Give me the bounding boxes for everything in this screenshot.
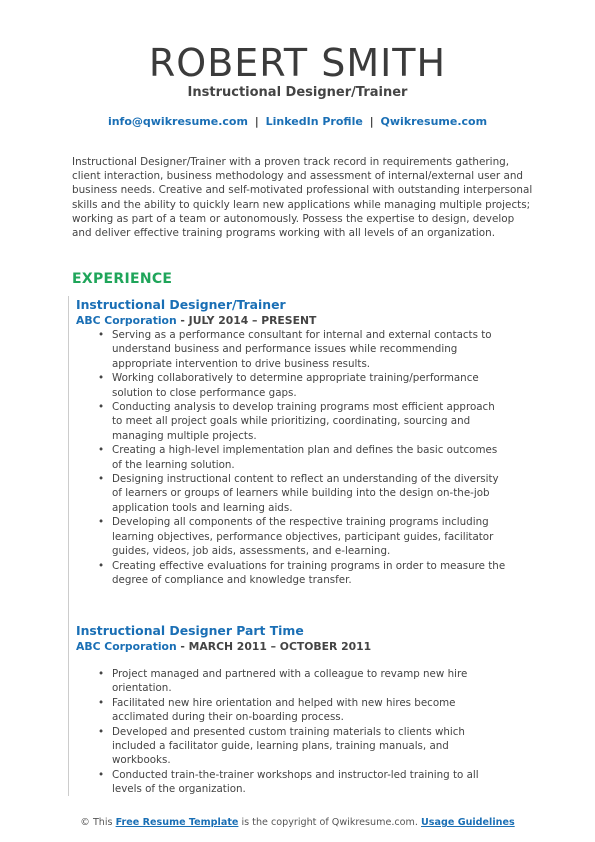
footer-copyright (0, 817, 595, 828)
timeline-divider (68, 296, 69, 796)
bullet-item: • Conducted train-the-trainer workshops and instructor-led training to all levels of the organization. (112, 768, 506, 797)
bullet-item: • Developing all components of the respective training programs including learning objectives, performance objectives, participant guides, facilitator guides, videos, job aids, assessments, and e-learning. (112, 515, 506, 558)
experience-heading: EXPERIENCE (72, 271, 173, 287)
job-dates: - JULY 2014 – PRESENT (176, 314, 317, 327)
bullet-item: • Serving as a performance consultant for internal and external contacts to understand business and performance issues while recommending appropriate intervention to drive business results. (112, 328, 506, 371)
job-company-line (76, 639, 506, 654)
job-entry (76, 623, 506, 797)
contact-line (0, 115, 595, 128)
usage-guidelines-link[interactable]: Usage Guidelines (421, 817, 515, 828)
candidate-title: Instructional Designer/Trainer (187, 85, 408, 100)
company-name: ABC Corporation (76, 640, 177, 653)
job-entry (76, 297, 506, 587)
job-dates: - MARCH 2011 – OCTOBER 2011 (176, 640, 372, 653)
free-resume-template-link[interactable]: Free Resume Template (115, 817, 239, 828)
job-company-line (76, 313, 506, 328)
bullet-item: • Developed and presented custom training materials to clients which included a facilitator guide, learning plans, training manuals, and workbooks. (112, 725, 506, 768)
company-name: ABC Corporation (76, 314, 177, 327)
contact-separator: | (369, 115, 374, 128)
bullet-item: • Creating a high-level implementation plan and defines the basic outcomes of the learning solution. (112, 443, 506, 472)
bullet-item: • Designing instructional content to reflect an understanding of the diversity of learners or groups of learners while building into the design on-the-job application tools and learning aids. (112, 472, 506, 515)
contact-separator: | (254, 115, 259, 128)
bullet-item: • Creating effective evaluations for training programs in order to measure the degree of compliance and knowledge transfer. (112, 559, 506, 588)
footer-prefix: © This (80, 817, 116, 828)
email-link[interactable]: info@qwikresume.com (107, 115, 248, 128)
bullet-item: • Working collaboratively to determine appropriate training/performance solution to close performance gaps. (112, 371, 506, 400)
job-title: Instructional Designer Part Time (76, 623, 304, 638)
candidate-name: ROBERT SMITH (148, 41, 447, 85)
job-bullets (76, 667, 506, 797)
footer-middle: is the copyright of Qwikresume.com. (238, 817, 421, 828)
bullet-item: • Project managed and partnered with a colleague to revamp new hire orientation. (112, 667, 506, 696)
job-bullets (76, 328, 506, 587)
summary-paragraph: Instructional Designer/Trainer with a proven track record in requirements gathering, client interaction, business methodology and assessment of internal/external user and business needs. Creative and self-motivated professional with outstanding interpersonal skills and the ability to quickly learn new applications while managing multiple projects; working as part of a team or autonomously. Possess the expertise to design, develop and deliver effective training programs working with all levels of an organization. (72, 156, 533, 240)
website-link[interactable]: Qwikresume.com (380, 115, 488, 128)
job-title: Instructional Designer/Trainer (76, 297, 286, 312)
bullet-item: • Conducting analysis to develop training programs most efficient approach to meet all project goals while prioritizing, coordinating, sourcing and managing multiple projects. (112, 400, 506, 443)
linkedin-link[interactable]: LinkedIn Profile (265, 115, 363, 128)
bullet-item: • Facilitated new hire orientation and helped with new hires become acclimated during their on-boarding process. (112, 696, 506, 725)
